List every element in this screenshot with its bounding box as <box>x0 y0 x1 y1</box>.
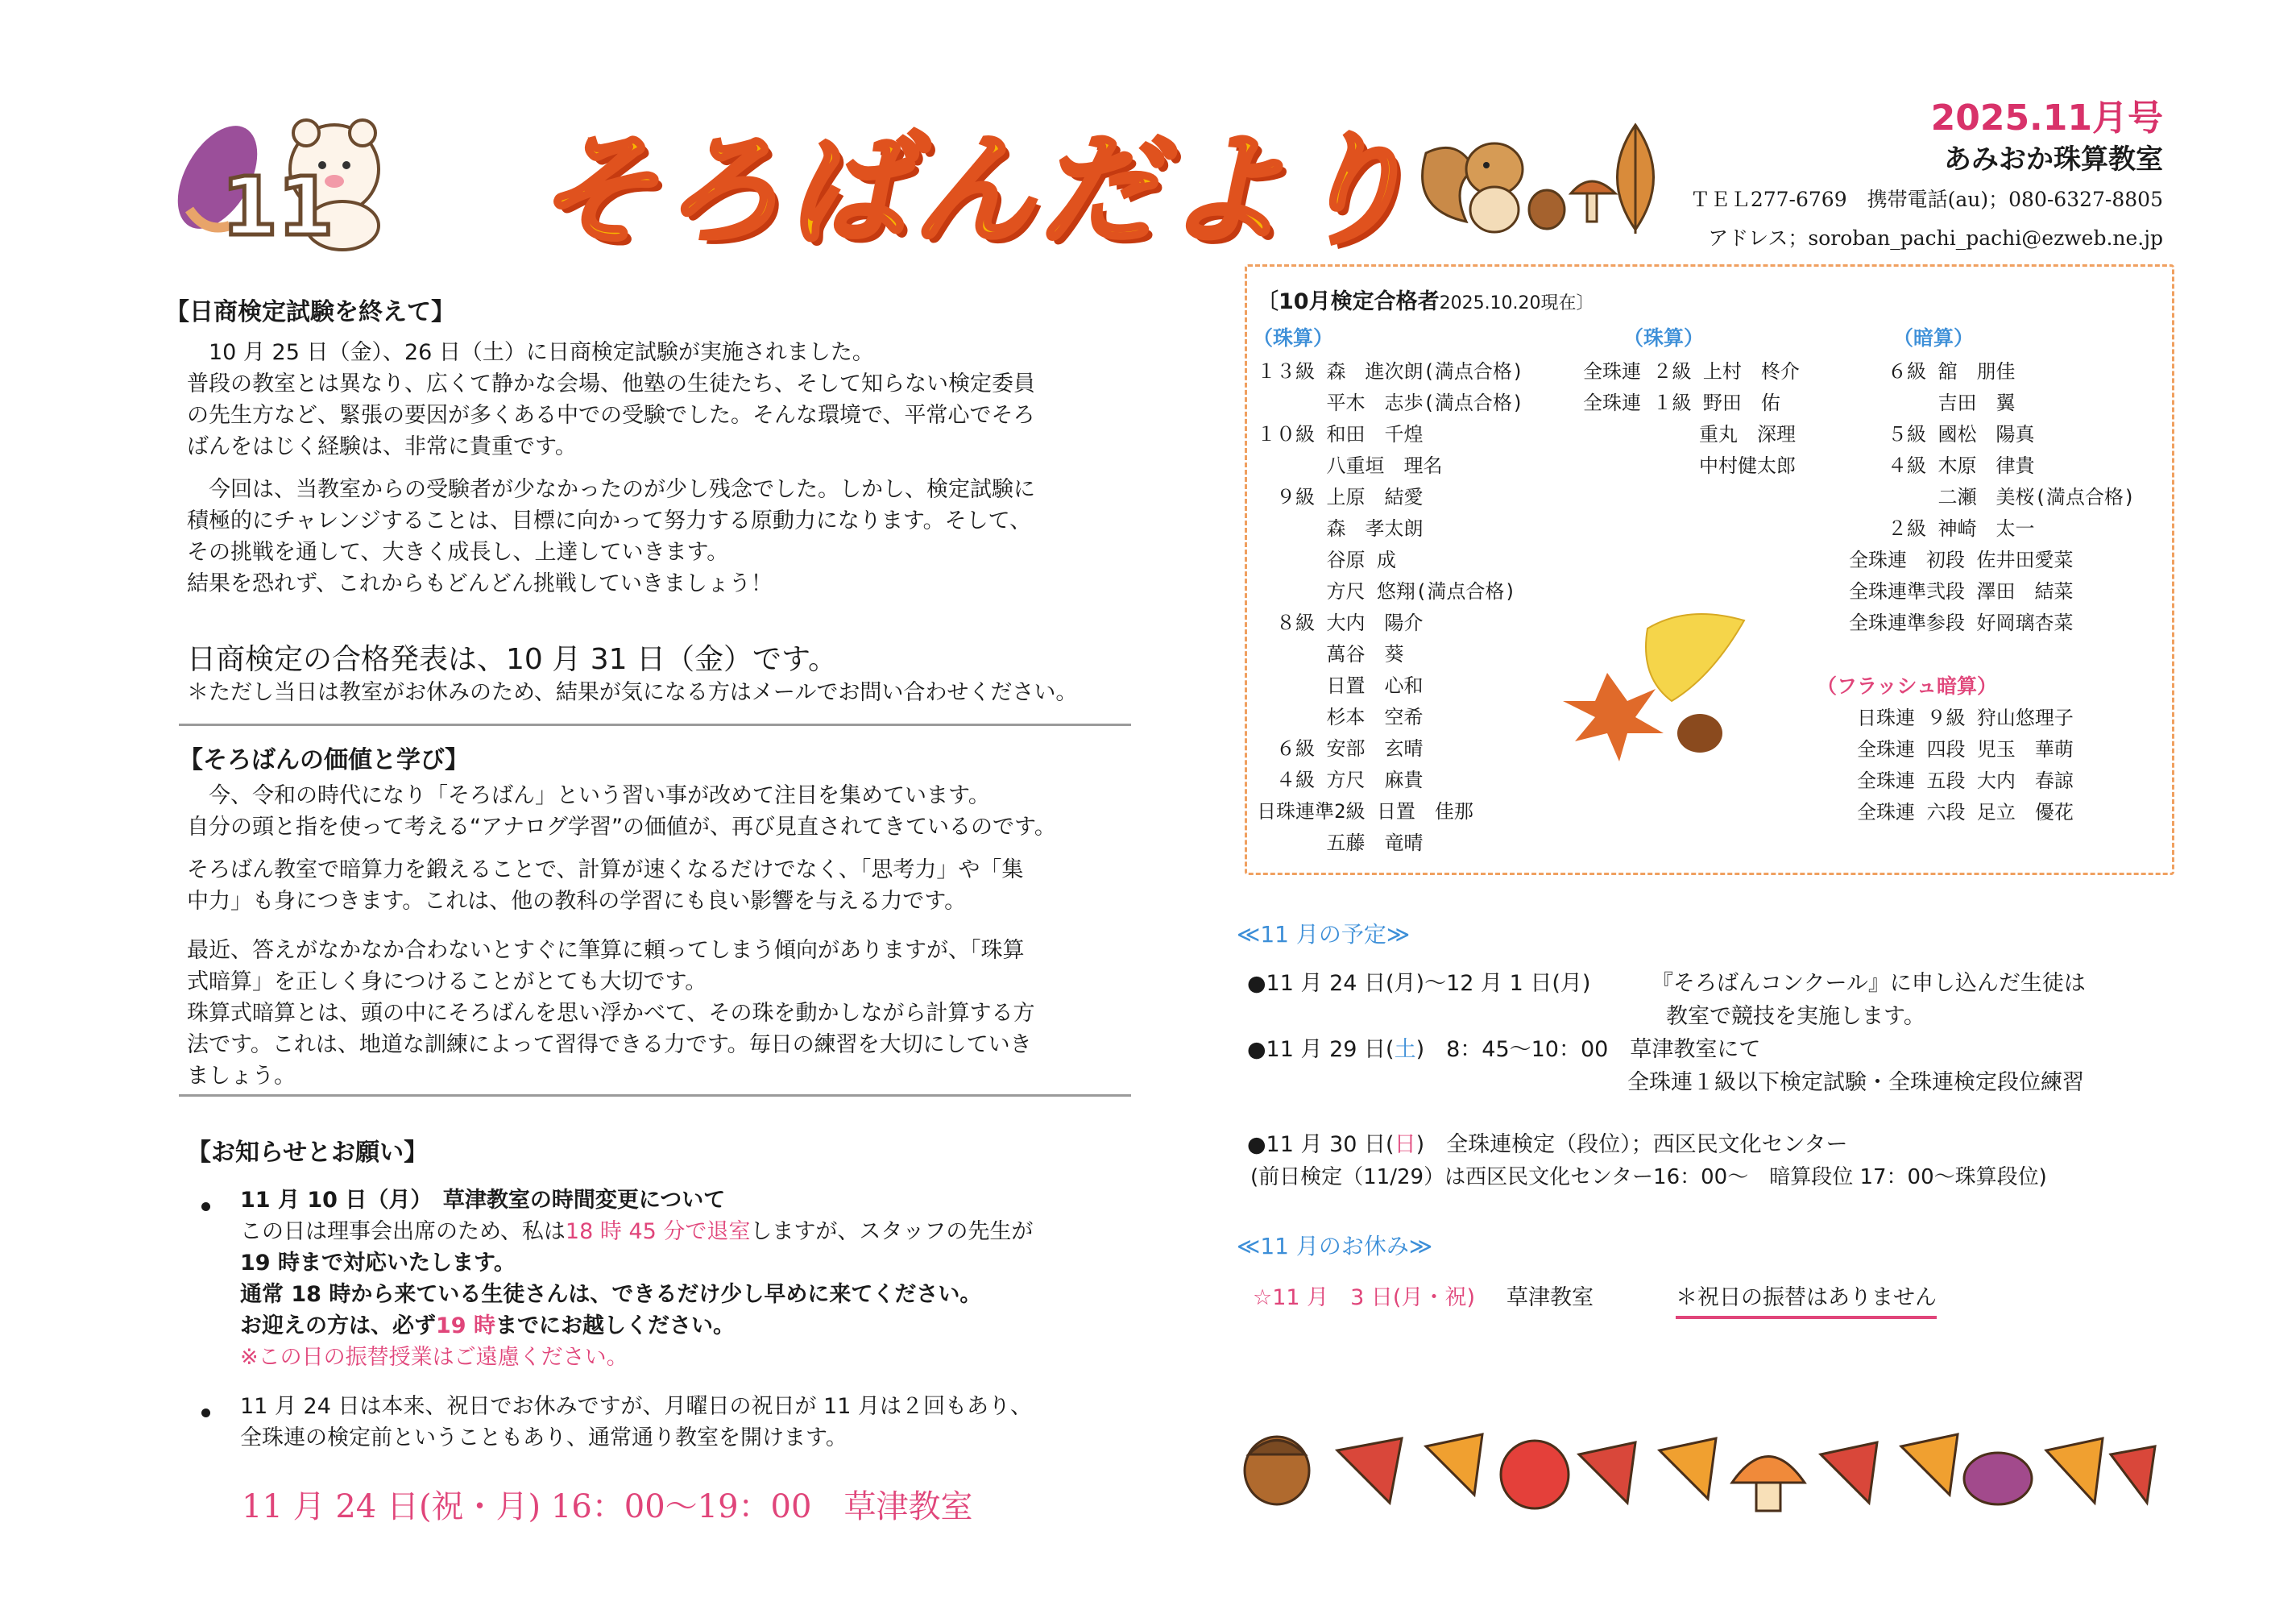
exam-para-line: その挑戦を通して、大きく成長し、上達していきます。 <box>187 540 729 565</box>
results-col2-list: 全珠連 ２級 上村 柊介 全珠連 １級 野田 佑 重丸 深理 中村健太郎 <box>1583 360 1800 477</box>
results-col3-list: ６級 舘 朋佳 吉田 翼 ５級 國松 陽真 ４級 木原 律貴 二瀬 美桜(満点合格) ２級 神崎 太一 全珠連 初段 佐井田愛菜 全珠連準弐段 澤田 結菜 全珠連準参段 好岡璃杏菜 <box>1849 360 2136 634</box>
result-announcement: 日商検定の合格発表は、10 月 31 日（金）です。 <box>187 643 838 676</box>
schedule-event-1-text2: 教室で競技を実施します。 <box>1666 1004 1925 1029</box>
notice-line: 11 月 24 日は本来、祝日でお休みですが、月曜日の祝日が 11 月は２回もあり、 <box>240 1394 1032 1419</box>
schedule-event-3 <box>1247 1128 1848 1161</box>
schedule-event-3-line2: (前日検定（11/29）は西区民文化センター16：00～ 暗算段位 17：00～珠算段位) <box>1250 1165 2047 1189</box>
notice-text: しますが、スタッフの先生が <box>750 1219 1034 1244</box>
month-badge-number: 11 <box>222 160 334 254</box>
schedule-weekday: 日 <box>1394 1132 1416 1157</box>
holiday-heading: ≪11 月のお休み≫ <box>1237 1233 1433 1259</box>
schedule-text: ●11 月 29 日( <box>1247 1037 1395 1062</box>
results-col4-list: 日珠連 ９級 狩山悠理子 全珠連 四段 児玉 華萌 全珠連 五段 大内 春諒 全珠連 六段 足立 優花 <box>1857 707 2074 824</box>
results-col3-heading: （暗算） <box>1893 326 1975 350</box>
schedule-text: ) 全珠連検定（段位）；西区民文化センター <box>1415 1132 1848 1157</box>
bullet-dot <box>201 1202 210 1211</box>
holiday-place: 草津教室 <box>1506 1285 1594 1310</box>
leaf-illustration <box>1603 121 1668 238</box>
notice-text: お迎えの方は、必ず <box>240 1313 436 1338</box>
notice-section-heading: 【お知らせとお願い】 <box>187 1139 429 1167</box>
value-section-body <box>187 780 1138 1092</box>
autumn-leaves-illustration <box>1551 612 1760 765</box>
result-note: ＊ただし当日は教室がお休みのため、結果が気になる方はメールでお問い合わせください。 <box>187 680 1078 705</box>
exam-section-body <box>187 337 1138 599</box>
notice-line: 全珠連の検定前ということもあり、通常通り教室を開けます。 <box>240 1425 848 1450</box>
section-divider <box>179 724 1131 726</box>
schedule-heading: ≪11 月の予定≫ <box>1237 921 1411 948</box>
notice-item-1-title: 11 月 10 日（月） 草津教室の時間変更について <box>240 1188 726 1213</box>
school-name: あみおか珠算教室 <box>1944 143 2163 176</box>
value-para-line: 珠算式暗算とは、頭の中にそろばんを思い浮かべて、その珠を動かしながら計算する方 <box>187 1001 1035 1026</box>
notice-line <box>240 1216 1142 1247</box>
special-open-day: 11 月 24 日(祝・月) 16：00～19：00 草津教室 <box>242 1488 973 1525</box>
notice-warning: ※この日の振替授業はご遠慮ください。 <box>240 1345 628 1370</box>
bullet-dot <box>201 1408 210 1417</box>
value-para-line: 法です。これは、地道な訓練によって習得できる力です。毎日の練習を大切にしていき <box>187 1032 1032 1057</box>
notice-highlight: 18 時 45 分で退室 <box>565 1219 751 1244</box>
results-heading-text: 〔10月検定合格者 <box>1257 289 1440 314</box>
value-para-line: 今、令和の時代になり「そろばん」という習い事が改めて注目を集めています。 <box>187 783 990 808</box>
value-para-line: 中力」も身につきます。これは、他の教科の学習にも良い影響を与える力です。 <box>187 889 967 914</box>
section-divider <box>179 1094 1131 1097</box>
holiday-date: ☆11 月 3 日(月・祝) <box>1253 1285 1475 1310</box>
exam-para-line: ばんをはじく経験は、非常に貴重です。 <box>187 434 577 459</box>
results-col1-heading: （珠算） <box>1253 326 1334 350</box>
notice-text: までにお越しください。 <box>495 1313 735 1338</box>
exam-para-line: 普段の教室とは異なり、広くて静かな会場、他塾の生徒たち、そして知らない検定委員 <box>187 371 1035 396</box>
notice-highlight: 19 時 <box>436 1313 495 1338</box>
value-para-line: 最近、答えがなかなか合わないとすぐに筆算に頼ってしまう傾向がありますが、「珠算 <box>187 938 1025 963</box>
contact-address: アドレス；soroban_pachi_pachi@ezweb.ne.jp <box>1708 226 2163 250</box>
value-para-line: ましょう。 <box>187 1064 296 1089</box>
autumn-border-illustration <box>1233 1414 2159 1519</box>
results-col2-heading: （珠算） <box>1623 326 1705 350</box>
exam-para-line: 今回は、当教室からの受験者が少なかったのが少し残念でした。しかし、検定試験に <box>187 477 1035 502</box>
results-heading-date: 2025.10.20現在〕 <box>1439 293 1594 313</box>
results-col4-heading: （フラッシュ暗算） <box>1817 674 1998 698</box>
value-para-line: 式暗算」を正しく身につけることがとても大切です。 <box>187 969 707 994</box>
results-col1-list: １３級 森 進次朗(満点合格) 平木 志歩(満点合格) １０級 和田 千煌 八重垣 理名 ９級 上原 結愛 森 孝太朗 谷原 成 方尺 悠翔(満点合格) ８級 大内 陽介 萬谷 葵 日置 心和 杉本 空希 ６級 安部 玄晴 ４級 方尺 麻貴 日珠連準2級 日置 佳那 五藤 竜晴 <box>1257 360 1524 854</box>
results-heading <box>1257 284 1594 315</box>
notice-item-2 <box>240 1391 1142 1454</box>
notice-line: 19 時まで対応いたします。 <box>240 1251 516 1276</box>
exam-section-heading: 【日商検定試験を終えて】 <box>165 298 455 326</box>
exam-para-line: 結果を恐れず、これからもどんどん挑戦していきましょう！ <box>187 571 773 596</box>
notice-text: この日は理事会出席のため、私は <box>240 1219 566 1244</box>
value-section-heading: 【そろばんの価値と学び】 <box>179 746 469 774</box>
schedule-text: ) 8：45～10：00 草津教室にて <box>1415 1037 1761 1062</box>
value-para-line: そろばん教室で暗算力を鍛えることで、計算が速くなるだけでなく、「思考力」や「集 <box>187 857 1024 882</box>
issue-label: 2025.11月号 <box>1930 97 2163 139</box>
contact-tel: ＴＥＬ277-6769 携帯電話(au)；080-6327-8805 <box>1689 188 2163 211</box>
notice-item-1 <box>240 1184 1142 1373</box>
schedule-event-1-date: ●11 月 24 日(月)～12 月 1 日(月) <box>1247 971 1591 996</box>
schedule-weekday: 土 <box>1394 1037 1416 1062</box>
exam-para-line: の先生方など、緊張の要因が多くある中での受験でした。そんな環境で、平常心でそろ <box>187 403 1035 428</box>
value-para-line: 自分の頭と指を使って考える“アナログ学習”の価値が、再び見直されてきているのです。 <box>187 815 1056 840</box>
schedule-text: ●11 月 30 日( <box>1247 1132 1395 1157</box>
page-title: そろばんだより <box>536 121 1416 261</box>
notice-line <box>240 1310 1142 1342</box>
notice-line: 通常 18 時から来ている生徒さんは、できるだけ少し早めに来てください。 <box>240 1282 982 1307</box>
schedule-event-2-text2: 全珠連１級以下検定試験・全珠連検定段位練習 <box>1627 1070 2084 1095</box>
schedule-event-2 <box>1247 1033 1760 1066</box>
schedule-event-1-text: 『そろばんコンクール』に申し込んだ生徒は <box>1652 971 2086 996</box>
holiday-note: ＊祝日の振替はありません <box>1676 1281 1937 1319</box>
exam-para-line: 積極的にチャレンジすることは、目標に向かって努力する原動力になります。そして、 <box>187 508 1032 533</box>
exam-para-line: 10 月 25 日（金）、26 日（土）に日商検定試験が実施されました。 <box>187 340 874 365</box>
